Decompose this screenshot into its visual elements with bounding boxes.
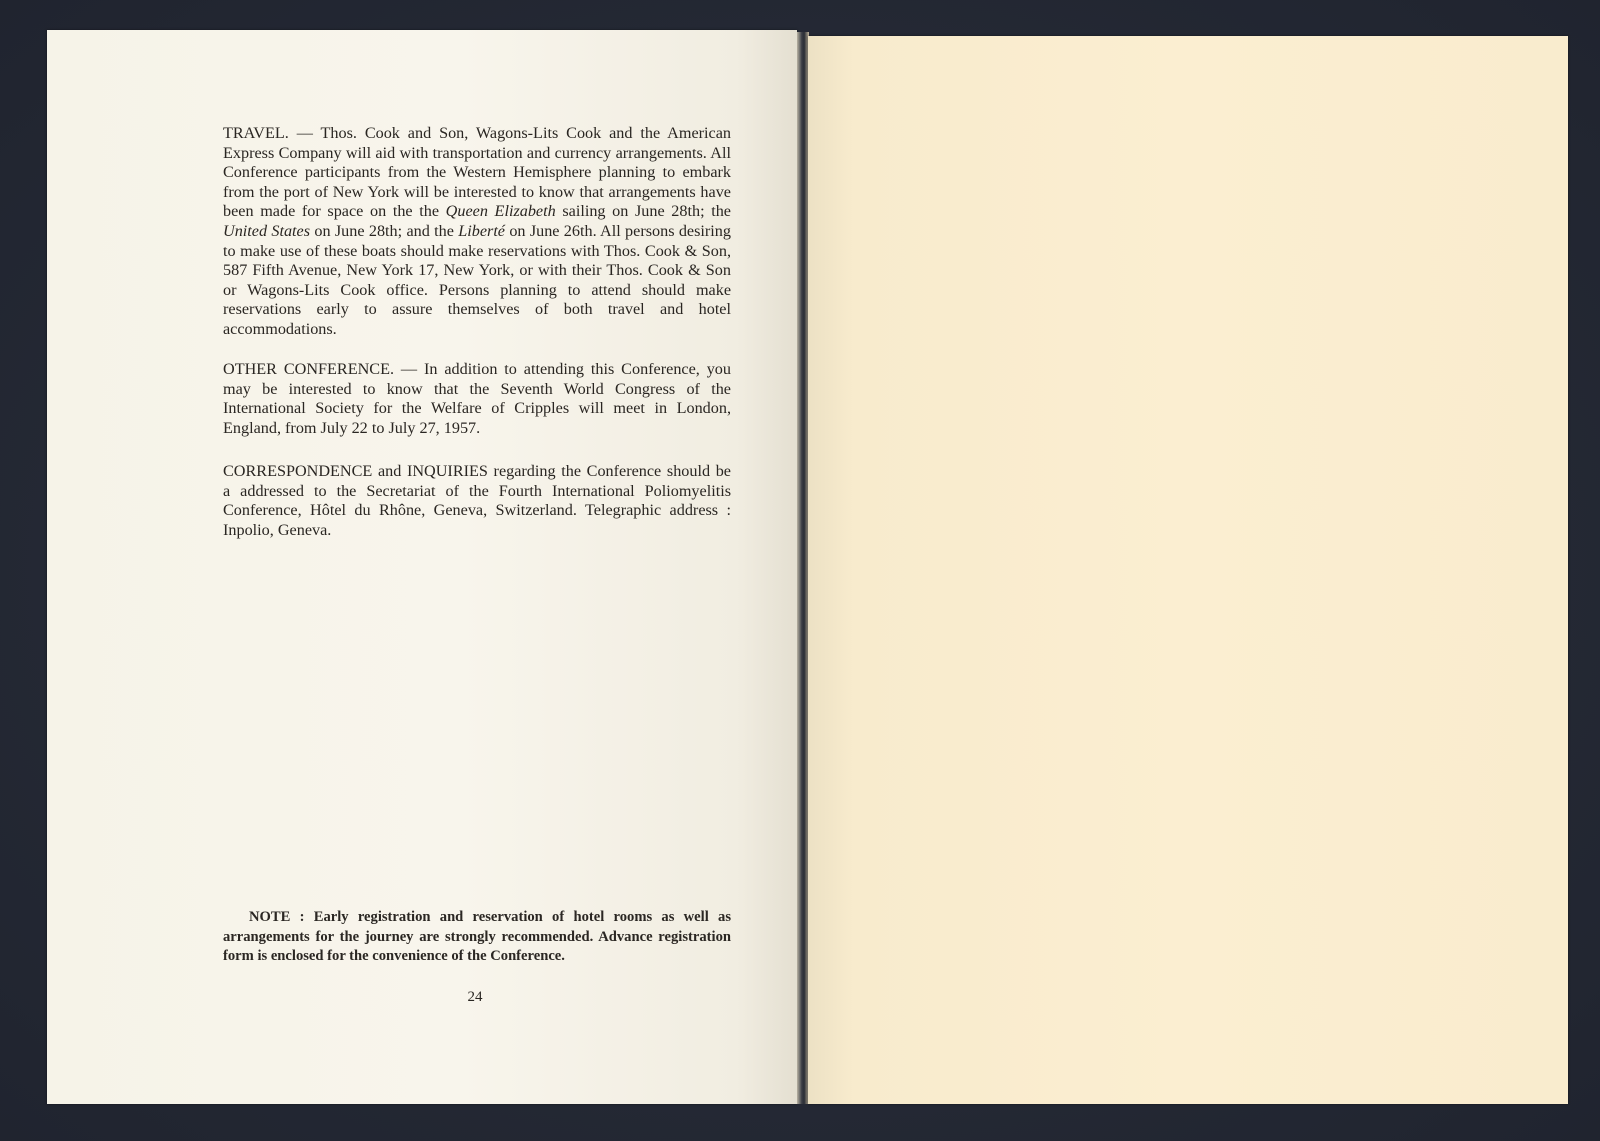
travel-paragraph — [223, 124, 731, 340]
right-page — [808, 36, 1568, 1104]
ship-name-united-states: United States — [223, 221, 311, 240]
registration-note: NOTE : Early registration and reservation of hotel rooms as well as arrangements for the journey are strongly recommended. Advance registration form is enclosed for the convenience of the Conference. — [223, 909, 731, 965]
correspondence-paragraph: CORRESPONDENCE and INQUIRIES regarding the Conference should be a addressed to the Secretariat of the Fourth International Poliomyelitis Conference, Hôtel du Rhône, Geneva, Switzerland. Telegraphic address : Inpolio, Geneva. — [223, 462, 731, 539]
ship-name-queen-elizabeth: Queen Elizabeth — [445, 202, 556, 221]
ship-name-liberte: Liberté — [458, 221, 505, 240]
travel-text-1: TRAVEL. — Thos. Cook and Son, Wagons-Lits Cook and the American Express Company will aid with transportation and currency arrangements. All Conference participants from the Western Hemisphere planning to embark from the port of New York will be interested to know that arrangements have been made for space on the the — [223, 124, 731, 221]
travel-text-4: on June 26th. All persons desiring to make use of these boats should make reservations with Thos. Cook & Son, 587 Fifth Avenue, New York 17, New York, or with their Thos. Cook & Son or Wagons-Lits Cook office. Persons planning to attend should make reservations early to assure themselves of both travel and hotel accommodations. — [223, 221, 731, 338]
page-number: 24 — [467, 989, 483, 1005]
travel-text-2: sailing on June 28th; the — [555, 202, 731, 221]
travel-text-3: on June 28th; and the — [310, 221, 459, 240]
other-conference-paragraph: OTHER CONFERENCE. — In addition to attending this Conference, you may be interested to know that the Seventh World Congress of the International Society for the Welfare of Cripples will meet in London, England, from July 22 to July 27, 1957. — [223, 360, 731, 437]
